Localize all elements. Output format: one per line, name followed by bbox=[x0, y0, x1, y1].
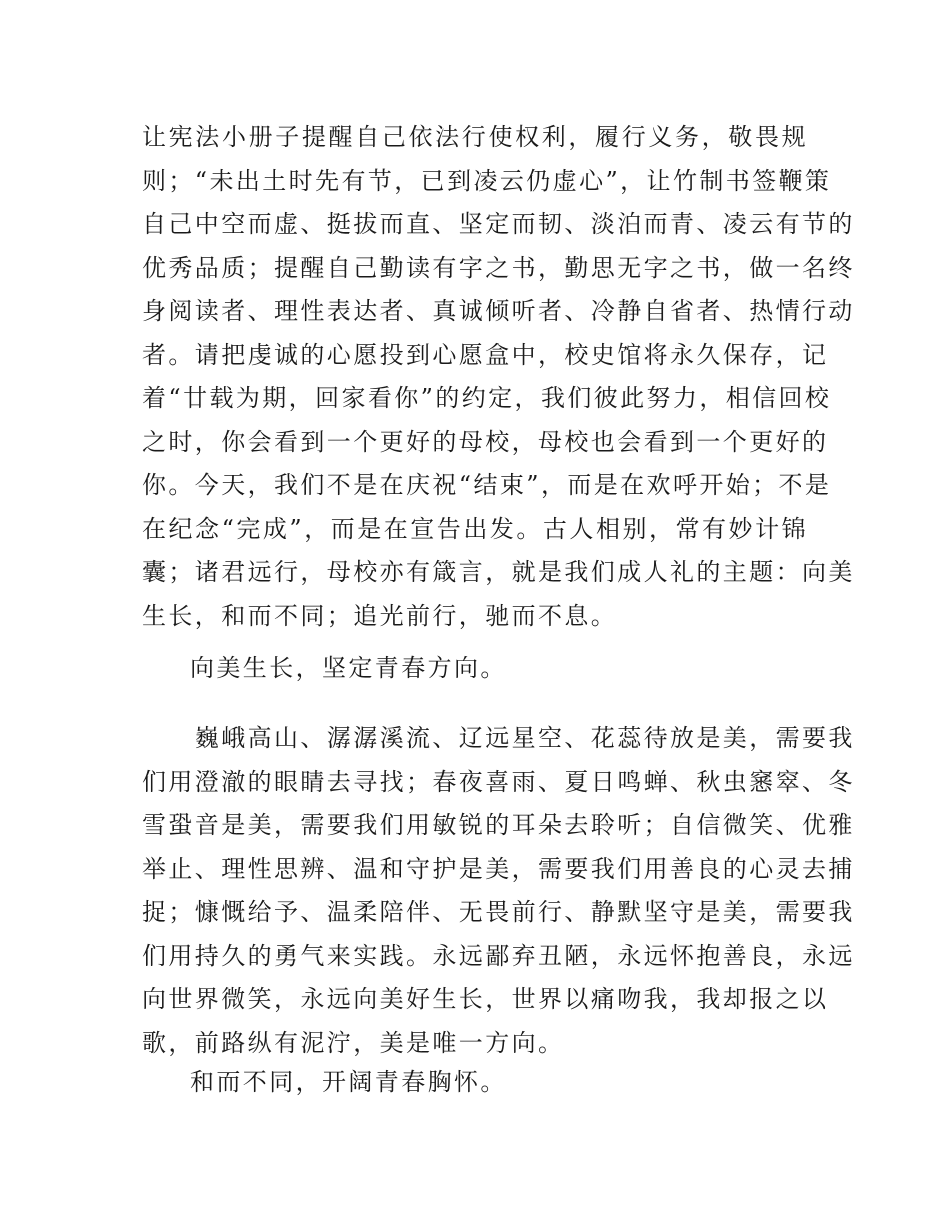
section-heading-2: 和而不同，开阔青春胸怀。 bbox=[190, 1068, 507, 1096]
paragraph-line: 们用澄澈的眼睛去寻找；春夜喜雨、夏日鸣蝉、秋虫窸窣、冬 bbox=[142, 767, 855, 796]
paragraph-line: 则；“未出土时先有节，已到凌云仍虚心”，让竹制书签鞭策 bbox=[142, 166, 832, 195]
paragraph-line: 让宪法小册子提醒自己依法行使权利，履行义务，敬畏规 bbox=[142, 123, 808, 151]
paragraph-line: 生长，和而不同；追光前行，驰而不息。 bbox=[142, 601, 618, 630]
paragraph-line: 歌，前路纵有泥泞，美是唯一方向。 bbox=[142, 1028, 565, 1057]
paragraph-line: 们用持久的勇气来实践。永远鄙弃丑陋，永远怀抱善良，永远 bbox=[142, 941, 855, 970]
section-heading-1: 向美生长，坚定青春方向。 bbox=[190, 654, 507, 682]
paragraph-line: 捉；慷慨给予、温柔陪伴、无畏前行、静默坚守是美，需要我 bbox=[142, 898, 855, 926]
paragraph-line: 身阅读者、理性表达者、真诚倾听者、冷静自省者、热情行动 bbox=[142, 297, 855, 325]
paragraph-line: 之时，你会看到一个更好的母校，母校也会看到一个更好的 bbox=[142, 427, 829, 456]
paragraph-line: 向世界微笑，永远向美好生长，世界以痛吻我，我却报之以 bbox=[142, 985, 829, 1013]
paragraph-line: 着“廿载为期，回家看你”的约定，我们彼此努力，相信回校 bbox=[142, 384, 832, 412]
paragraph-line: 巍峨高山、潺潺溪流、辽远星空、花蕊待放是美，需要我 bbox=[142, 724, 855, 752]
paragraph-line: 你。今天，我们不是在庆祝“结束”，而是在欢呼开始；不是 bbox=[142, 471, 832, 499]
paragraph-line: 举止、理性思辨、温和守护是美，需要我们用善良的心灵去捕 bbox=[142, 854, 855, 883]
paragraph-line: 雪蛩音是美，需要我们用敏锐的耳朵去聆听；自信微笑、优雅 bbox=[142, 811, 855, 839]
paragraph-line: 囊；诸君远行，母校亦有箴言，就是我们成人礼的主题：向美 bbox=[142, 558, 855, 586]
paragraph-2 bbox=[142, 717, 855, 1065]
paragraph-line: 在纪念“完成”，而是在宣告出发。古人相别，常有妙计锦 bbox=[142, 514, 808, 543]
paragraph-line: 自己中空而虚、挺拔而直、坚定而韧、淡泊而青、凌云有节的 bbox=[142, 210, 855, 238]
paragraph-line: 优秀品质；提醒自己勤读有字之书，勤思无字之书，做一名终 bbox=[142, 253, 855, 282]
paragraph-1 bbox=[142, 116, 855, 638]
paragraph-line: 者。请把虔诚的心愿投到心愿盒中，校史馆将永久保存，记 bbox=[142, 340, 829, 369]
